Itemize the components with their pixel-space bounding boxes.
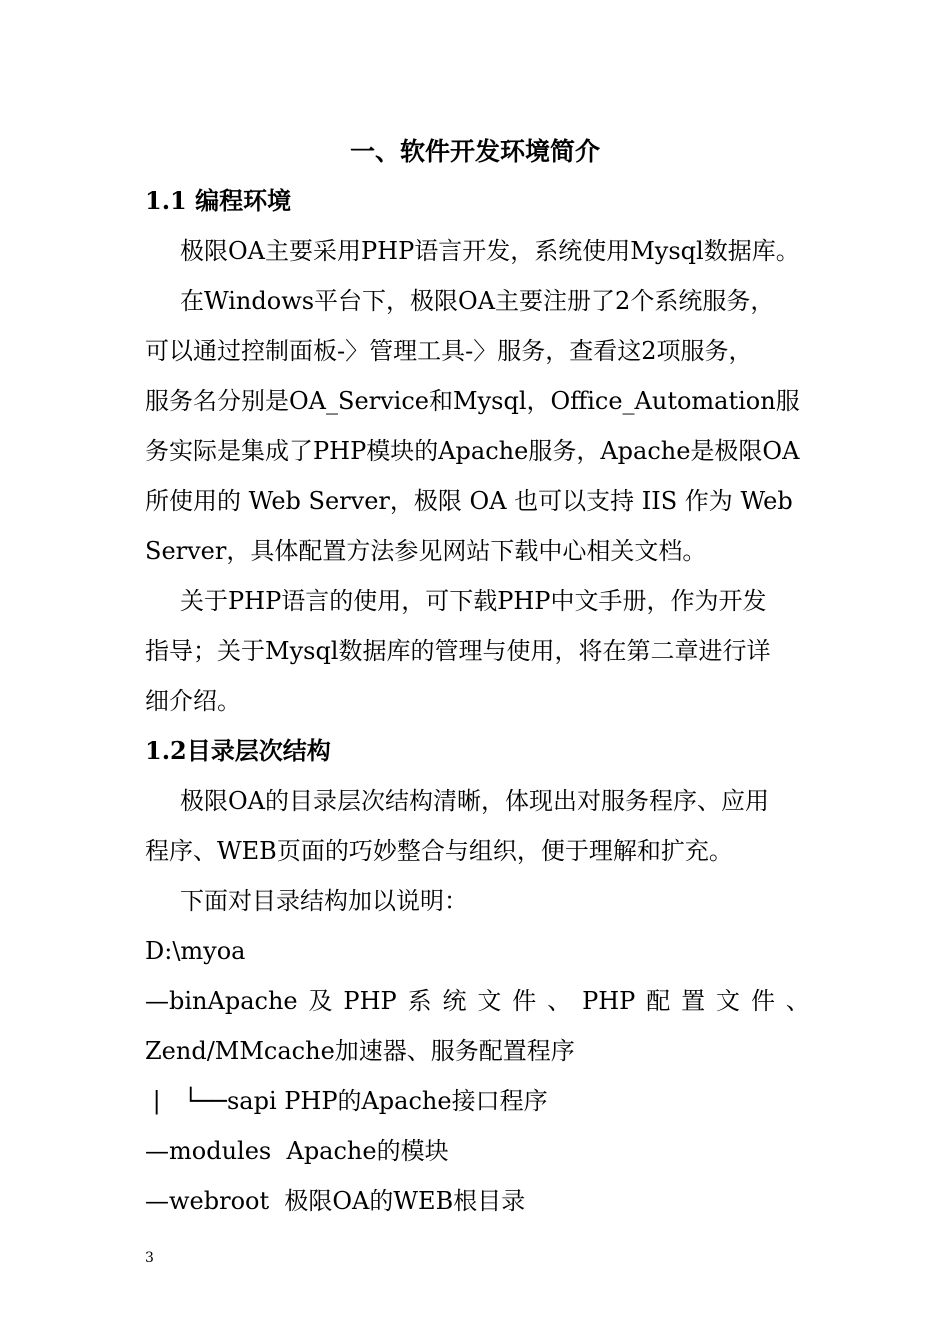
paragraph-line: 可以通过控制面板-〉管理工具-〉服务，查看这2项服务， xyxy=(145,337,753,365)
paragraph-line: 程序、WEB页面的巧妙整合与组织，便于理解和扩充。 xyxy=(145,837,733,865)
tree-word: —binApache xyxy=(145,987,298,1015)
tree-word: PHP xyxy=(582,987,636,1015)
page-number: 3 xyxy=(145,1250,154,1266)
paragraph-line: 细介绍。 xyxy=(145,687,241,715)
paragraph-line: Server，具体配置方法参见网站下载中心相关文档。 xyxy=(145,537,707,565)
paragraph-line: 极限OA的目录层次结构清晰，体现出对服务程序、应用 xyxy=(180,787,770,815)
tree-word: 文 xyxy=(716,987,741,1015)
tree-word: 、 xyxy=(547,987,572,1015)
directory-root: D:\myoa xyxy=(145,937,246,965)
paragraph-line: 服务名分别是OA_Service和Mysql，Office_Automation服 xyxy=(145,387,800,415)
tree-word: 件 xyxy=(512,987,537,1015)
paragraph-line: 关于PHP语言的使用，可下载PHP中文手册，作为开发 xyxy=(180,587,767,615)
tree-word: 及 xyxy=(308,987,333,1015)
tree-word: 置 xyxy=(681,987,706,1015)
section-heading-1-2: 1.2目录层次结构 xyxy=(145,736,331,765)
tree-word: 系 xyxy=(407,987,432,1015)
section-heading-1-1: 1.1 编程环境 xyxy=(145,186,292,215)
paragraph-line: 所使用的 Web Server，极限 OA 也可以支持 IIS 作为 Web xyxy=(145,487,793,515)
tree-word: PHP xyxy=(343,987,397,1015)
directory-sapi: | └──sapi PHP的Apache接口程序 xyxy=(145,1087,548,1115)
paragraph-line: 极限OA主要采用PHP语言开发，系统使用Mysql数据库。 xyxy=(180,237,800,265)
tree-word: 统 xyxy=(442,987,467,1015)
paragraph-line: 指导；关于Mysql数据库的管理与使用，将在第二章进行详 xyxy=(145,637,771,665)
tree-word: 配 xyxy=(646,987,671,1015)
directory-webroot: —webroot 极限OA的WEB根目录 xyxy=(145,1187,526,1215)
directory-modules: —modules Apache的模块 xyxy=(145,1137,449,1165)
directory-bin-line xyxy=(145,986,810,1016)
paragraph-line: 下面对目录结构加以说明： xyxy=(180,887,468,915)
tree-word: 件 xyxy=(750,987,775,1015)
directory-bin-continuation: Zend/MMcache加速器、服务配置程序 xyxy=(145,1037,575,1065)
paragraph-line: 在Windows平台下，极限OA主要注册了2个系统服务， xyxy=(180,287,775,315)
paragraph-line: 务实际是集成了PHP模块的Apache服务，Apache是极限OA xyxy=(145,437,800,465)
tree-word: 文 xyxy=(477,987,502,1015)
tree-word: 、 xyxy=(785,987,810,1015)
page-title: 一、软件开发环境简介 xyxy=(349,137,600,166)
